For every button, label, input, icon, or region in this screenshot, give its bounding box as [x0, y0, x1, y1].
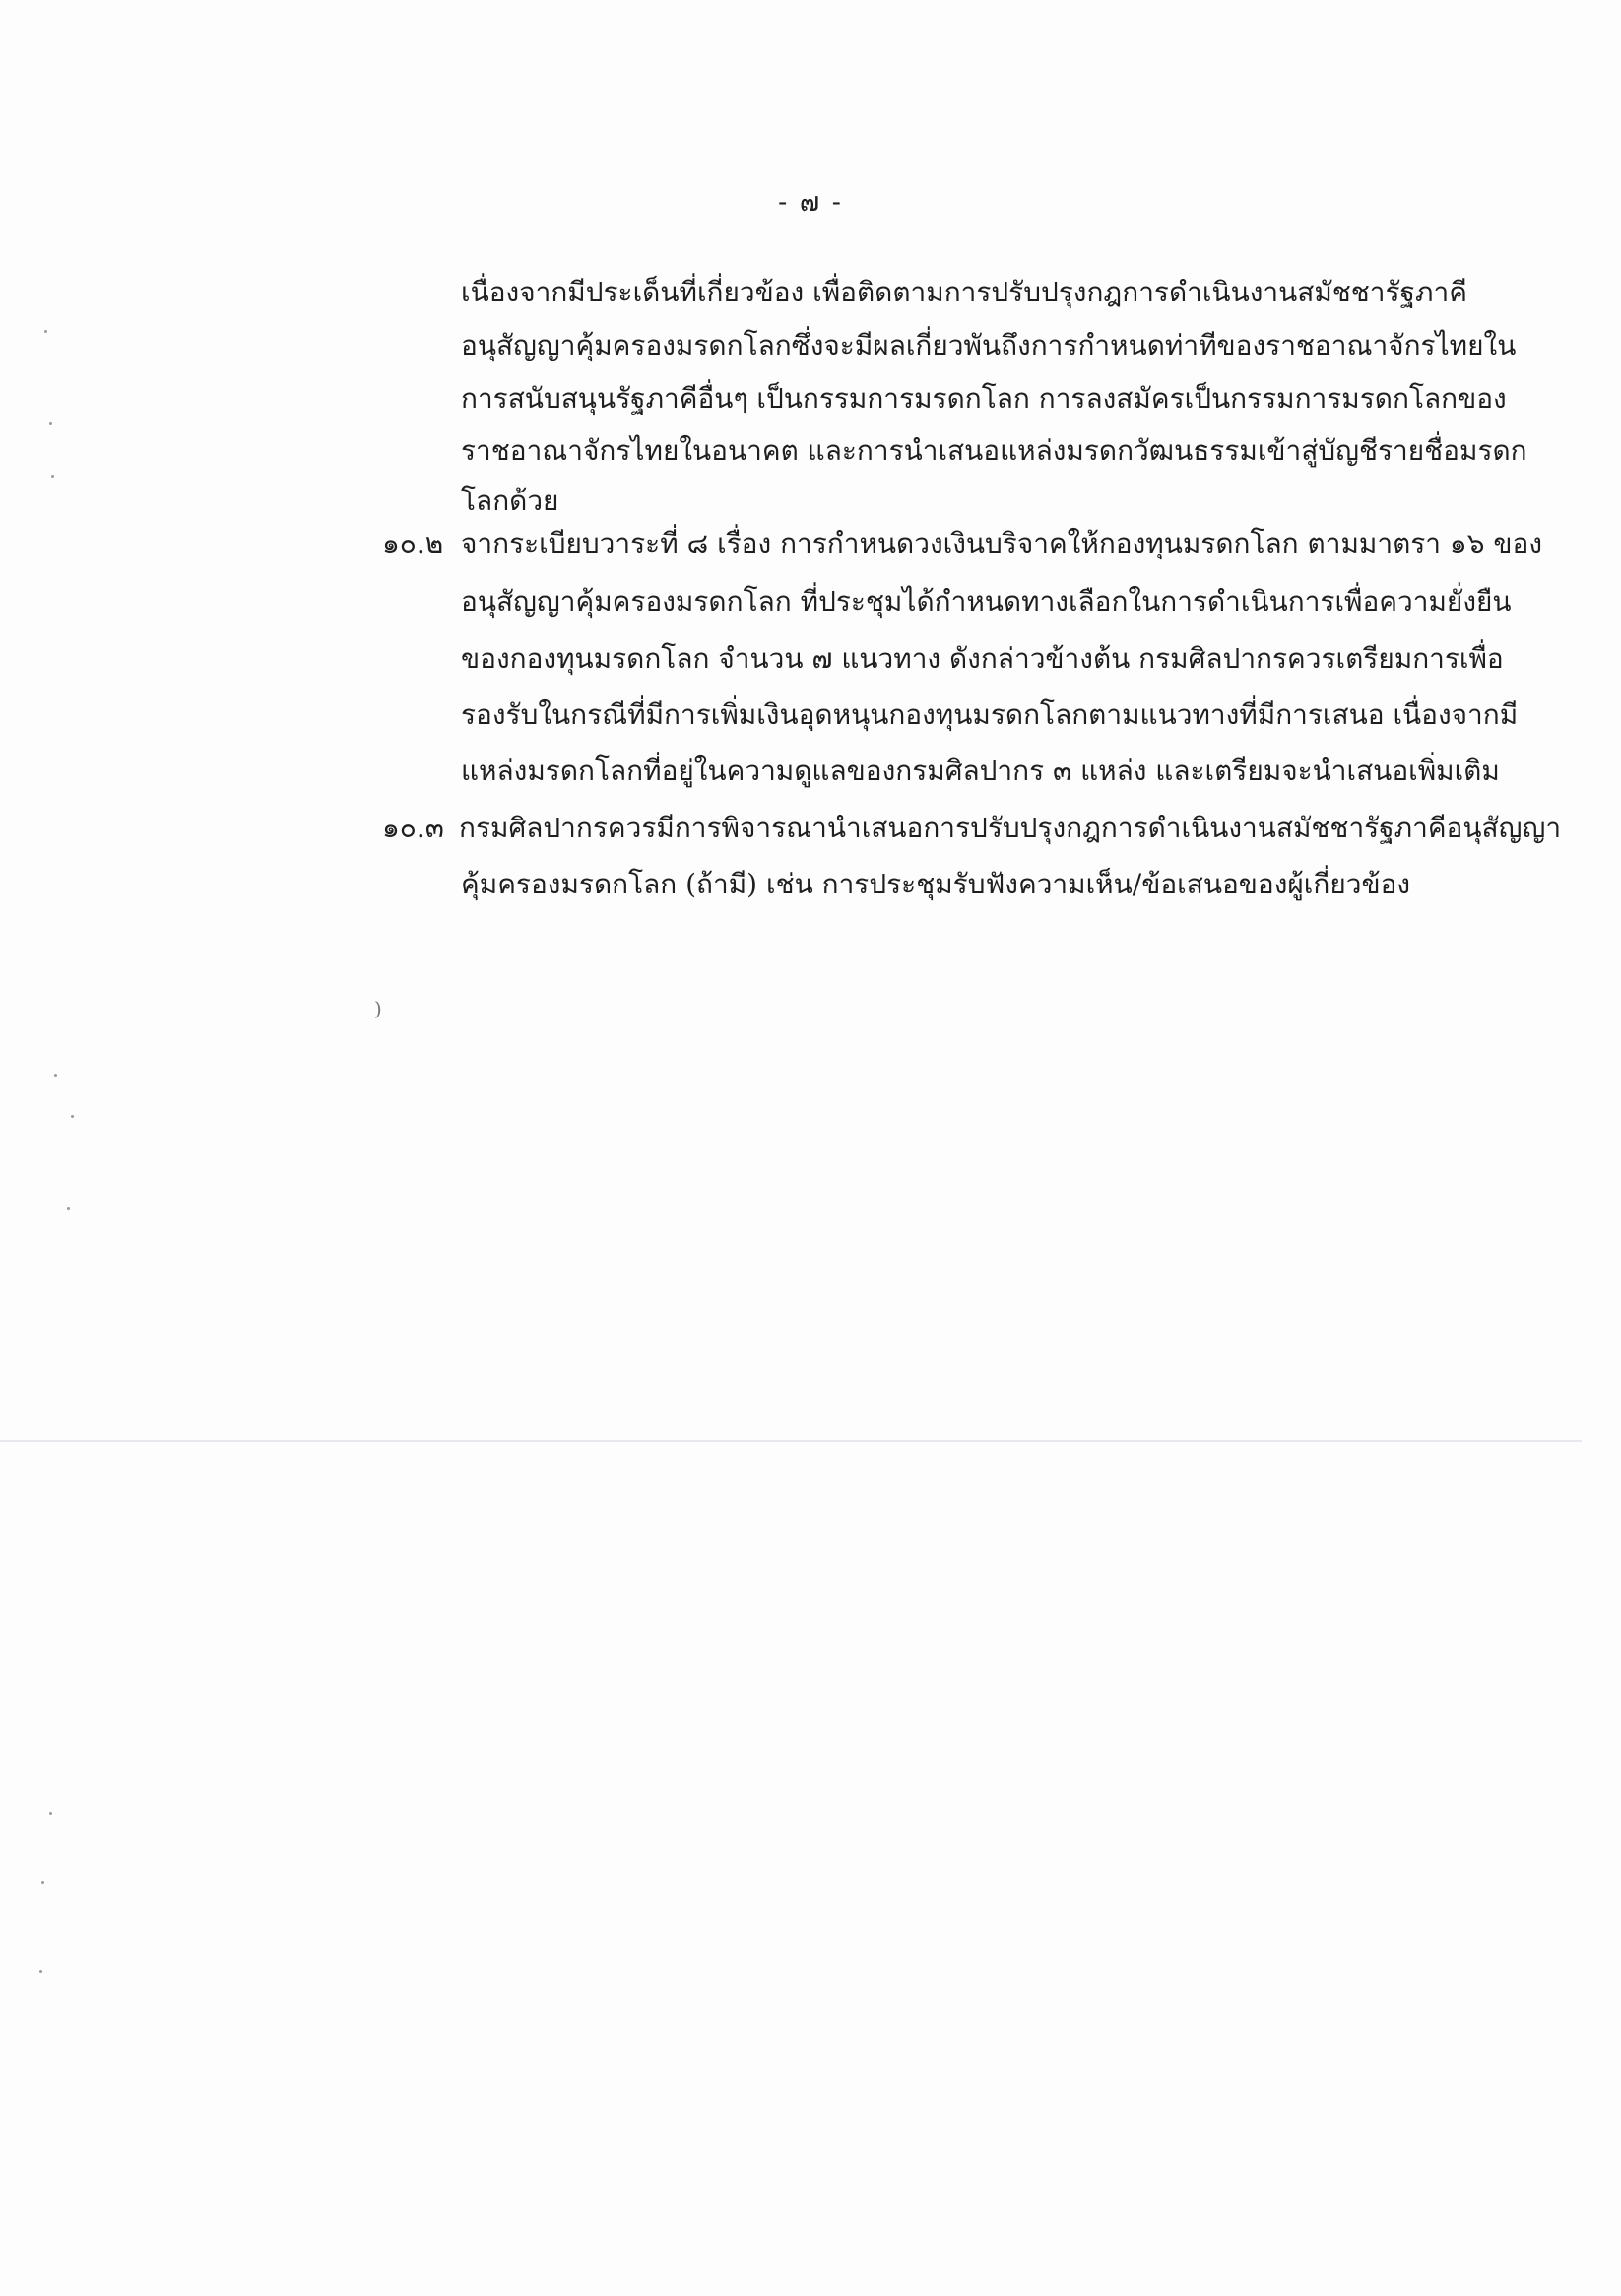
page-number: - ๗ - — [778, 187, 843, 218]
item-10-3-number: ๑๐.๓ — [382, 812, 444, 844]
stray-parenthesis: ) — [374, 997, 382, 1020]
scan-speck — [51, 475, 54, 478]
scan-speck — [39, 1970, 42, 1973]
item-10-2-line-2: อนุสัญญาคุ้มครองมรดกโลก ที่ประชุมได้กำหนดทางเลือกในการดำเนินการเพื่อความยั่งยืน — [461, 585, 1512, 618]
item-10-3-line-2: คุ้มครองมรดกโลก (ถ้ามี) เช่น การประชุมรับฟังความเห็น/ข้อเสนอของผู้เกี่ยวข้อง — [461, 868, 1411, 900]
item-10-2-line-1: จากระเบียบวาระที่ ๘ เรื่อง การกำหนดวงเงินบริจาคให้กองทุนมรดกโลก ตามมาตรา ๑๖ ของ — [461, 527, 1543, 559]
scan-artifact-line — [0, 1440, 1582, 1442]
item-10-2-line-5: แหล่งมรดกโลกที่อยู่ในความดูแลของกรมศิลปากร ๓ แหล่ง และเตรียมจะนำเสนอเพิ่มเติม — [461, 754, 1500, 787]
intro-line-1: เนื่องจากมีประเด็นที่เกี่ยวข้อง เพื่อติดตามการปรับปรุงกฎการดำเนินงานสมัชชารัฐภาคี — [461, 276, 1467, 308]
item-10-2-line-4: รองรับในกรณีที่มีการเพิ่มเงินอุดหนุนกองทุนมรดกโลกตามแนวทางที่มีการเสนอ เนื่องจากมี — [461, 698, 1519, 731]
scan-speck — [49, 1812, 52, 1815]
scan-speck — [41, 1881, 44, 1884]
scan-speck — [44, 330, 47, 333]
intro-line-3: การสนับสนุนรัฐภาคีอื่นๆ เป็นกรรมการมรดกโลก การลงสมัครเป็นกรรมการมรดกโลกของ — [461, 382, 1507, 415]
item-10-3-line-1: กรมศิลปากรควรมีการพิจารณานำเสนอการปรับปรุงกฎการดำเนินงานสมัชชารัฐภาคีอนุสัญญา — [459, 812, 1562, 844]
scan-speck — [71, 1115, 74, 1118]
item-10-2-number: ๑๐.๒ — [382, 527, 444, 559]
intro-line-2: อนุสัญญาคุ้มครองมรดกโลกซึ่งจะมีผลเกี่ยวพันถึงการกำหนดท่าทีของราชอาณาจักรไทยใน — [461, 329, 1517, 361]
intro-line-5: โลกด้วย — [461, 485, 559, 517]
scan-speck — [54, 1074, 57, 1077]
scan-speck — [49, 422, 52, 425]
item-10-2-line-3: ของกองทุนมรดกโลก จำนวน ๗ แนวทาง ดังกล่าวข้างต้น กรมศิลปากรควรเตรียมการเพื่อ — [461, 642, 1504, 675]
scan-speck — [67, 1207, 70, 1210]
intro-line-4: ราชอาณาจักรไทยในอนาคต และการนำเสนอแหล่งมรดกวัฒนธรรมเข้าสู่บัญชีรายชื่อมรดก — [461, 434, 1527, 467]
